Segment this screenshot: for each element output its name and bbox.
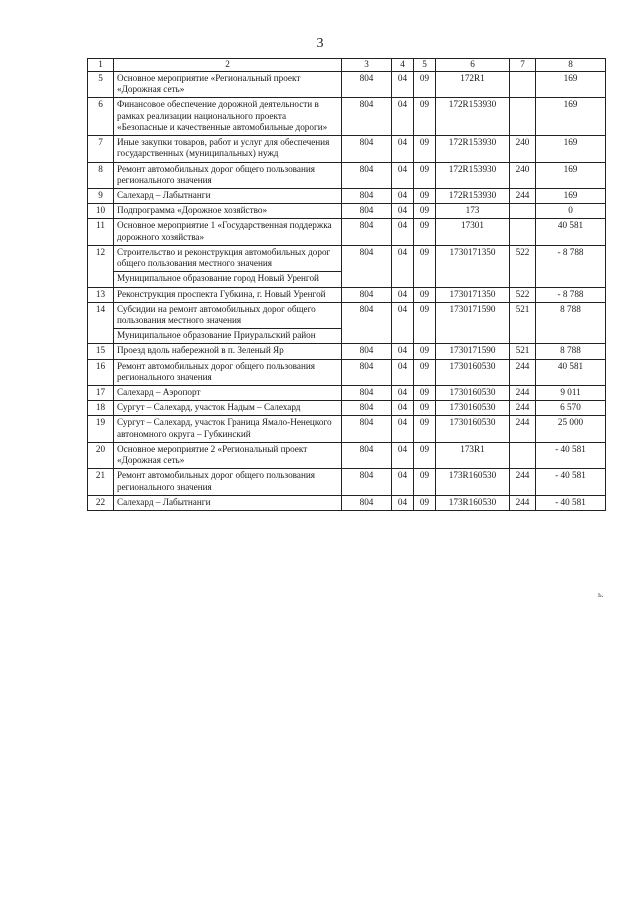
row-number: 12 [88, 245, 114, 287]
cell-expense-type: 521 [510, 344, 536, 359]
header-cell: 6 [436, 59, 510, 72]
row-number: 6 [88, 98, 114, 136]
cell-expense-type: 244 [510, 469, 536, 495]
cell-expense-type: 244 [510, 416, 536, 442]
cell-name: Субсидии на ремонт автомобильных дорог общего пользования местного значения [114, 302, 342, 328]
row-number: 17 [88, 386, 114, 401]
cell-ministry-code: 804 [342, 386, 392, 401]
header-cell: 3 [342, 59, 392, 72]
cell-amount: 169 [536, 162, 606, 188]
row-number: 13 [88, 287, 114, 302]
cell-section-code: 04 [392, 188, 414, 203]
stray-mark: ь. [598, 590, 604, 599]
cell-amount: 8 788 [536, 302, 606, 344]
cell-ministry-code: 804 [342, 287, 392, 302]
cell-name: Иные закупки товаров, работ и услуг для обеспечения государственных (муниципальных) нужд [114, 136, 342, 162]
cell-section-code: 04 [392, 386, 414, 401]
cell-ministry-code: 804 [342, 302, 392, 344]
cell-target-code: 1730160530 [436, 416, 510, 442]
cell-target-code: 1730160530 [436, 386, 510, 401]
cell-amount: 169 [536, 72, 606, 98]
cell-expense-type: 522 [510, 245, 536, 287]
cell-target-code: 172R153930 [436, 188, 510, 203]
header-cell: 1 [88, 59, 114, 72]
cell-expense-type: 240 [510, 162, 536, 188]
row-number: 21 [88, 469, 114, 495]
table-row [88, 287, 606, 302]
cell-name: Реконструкция проспекта Губкина, г. Новый Уренгой [114, 287, 342, 302]
row-number: 7 [88, 136, 114, 162]
cell-section-code: 04 [392, 495, 414, 510]
cell-name: Подпрограмма «Дорожное хозяйство» [114, 204, 342, 219]
cell-section-code: 04 [392, 287, 414, 302]
cell-expense-type [510, 72, 536, 98]
row-number: 10 [88, 204, 114, 219]
cell-section-code: 04 [392, 98, 414, 136]
cell-subsection-code: 09 [414, 469, 436, 495]
cell-subsection-code: 09 [414, 386, 436, 401]
cell-target-code: 172R1 [436, 72, 510, 98]
cell-expense-type: 244 [510, 495, 536, 510]
cell-ministry-code: 804 [342, 245, 392, 287]
table-row [88, 204, 606, 219]
cell-section-code: 04 [392, 416, 414, 442]
row-number: 14 [88, 302, 114, 344]
cell-subsection-code: 09 [414, 219, 436, 245]
cell-subsection-code: 09 [414, 401, 436, 416]
cell-subsection-code: 09 [414, 287, 436, 302]
row-number: 15 [88, 344, 114, 359]
cell-ministry-code: 804 [342, 136, 392, 162]
row-number: 9 [88, 188, 114, 203]
cell-target-code: 1730171350 [436, 245, 510, 287]
cell-section-code: 04 [392, 245, 414, 287]
cell-target-code: 173R160530 [436, 495, 510, 510]
header-cell: 8 [536, 59, 606, 72]
cell-expense-type: 244 [510, 188, 536, 203]
cell-subsection-code: 09 [414, 302, 436, 344]
page-number: 3 [316, 36, 324, 51]
cell-ministry-code: 804 [342, 72, 392, 98]
cell-target-code: 173 [436, 204, 510, 219]
cell-name: Ремонт автомобильных дорог общего пользования регионального значения [114, 469, 342, 495]
cell-name: Ремонт автомобильных дорог общего пользования регионального значения [114, 359, 342, 385]
cell-ministry-code: 804 [342, 219, 392, 245]
table-row [88, 302, 606, 328]
cell-amount: 6 570 [536, 401, 606, 416]
table-row [88, 386, 606, 401]
cell-subsection-code: 09 [414, 162, 436, 188]
cell-expense-type: 244 [510, 401, 536, 416]
cell-name: Основное мероприятие «Региональный проект «Дорожная сеть» [114, 72, 342, 98]
row-number: 19 [88, 416, 114, 442]
cell-name: Строительство и реконструкция автомобильных дорог общего пользования местного значения [114, 245, 342, 271]
table-row [88, 442, 606, 468]
cell-expense-type: 521 [510, 302, 536, 344]
cell-target-code: 1730160530 [436, 401, 510, 416]
cell-expense-type [510, 219, 536, 245]
cell-section-code: 04 [392, 401, 414, 416]
cell-amount: 169 [536, 136, 606, 162]
cell-expense-type [510, 98, 536, 136]
cell-subsection-code: 09 [414, 245, 436, 287]
cell-section-code: 04 [392, 469, 414, 495]
cell-subsection-code: 09 [414, 359, 436, 385]
cell-name: Салехард – Лабытнанги [114, 188, 342, 203]
cell-target-code: 1730171590 [436, 344, 510, 359]
cell-section-code: 04 [392, 204, 414, 219]
cell-section-code: 04 [392, 162, 414, 188]
cell-target-code: 172R153930 [436, 136, 510, 162]
cell-section-code: 04 [392, 344, 414, 359]
cell-name: Ремонт автомобильных дорог общего пользования регионального значения [114, 162, 342, 188]
cell-subsection-code: 09 [414, 204, 436, 219]
table-row [88, 359, 606, 385]
header-row [88, 59, 606, 72]
table-row [88, 344, 606, 359]
cell-target-code: 1730171350 [436, 287, 510, 302]
table-body [88, 72, 606, 511]
cell-ministry-code: 804 [342, 442, 392, 468]
cell-amount: - 40 581 [536, 442, 606, 468]
header-cell: 2 [114, 59, 342, 72]
cell-amount: 0 [536, 204, 606, 219]
cell-target-code: 173R1 [436, 442, 510, 468]
row-number: 11 [88, 219, 114, 245]
table-row [88, 401, 606, 416]
cell-subsection-code: 09 [414, 72, 436, 98]
cell-ministry-code: 804 [342, 359, 392, 385]
cell-target-code: 1730171590 [436, 302, 510, 344]
cell-expense-type [510, 204, 536, 219]
cell-amount: 169 [536, 188, 606, 203]
cell-amount: - 40 581 [536, 469, 606, 495]
cell-name: Проезд вдоль набережной в п. Зеленый Яр [114, 344, 342, 359]
cell-subsection-code: 09 [414, 136, 436, 162]
budget-table [87, 58, 606, 511]
cell-ministry-code: 804 [342, 188, 392, 203]
row-number: 18 [88, 401, 114, 416]
header-cell: 7 [510, 59, 536, 72]
row-number: 8 [88, 162, 114, 188]
cell-name: Основное мероприятие 2 «Региональный проект «Дорожная сеть» [114, 442, 342, 468]
cell-ministry-code: 804 [342, 344, 392, 359]
cell-ministry-code: 804 [342, 98, 392, 136]
row-number: 5 [88, 72, 114, 98]
cell-municipality: Муниципальное образование Приуральский район [114, 329, 342, 344]
cell-subsection-code: 09 [414, 188, 436, 203]
cell-subsection-code: 09 [414, 442, 436, 468]
header-cell: 5 [414, 59, 436, 72]
cell-expense-type: 522 [510, 287, 536, 302]
table-row [88, 162, 606, 188]
cell-amount: 8 788 [536, 344, 606, 359]
cell-section-code: 04 [392, 359, 414, 385]
cell-amount: 169 [536, 98, 606, 136]
cell-amount: - 8 788 [536, 245, 606, 287]
cell-section-code: 04 [392, 219, 414, 245]
cell-name: Сургут – Салехард, участок Граница Ямало-Ненецкого автономного округа – Губкинский [114, 416, 342, 442]
cell-section-code: 04 [392, 72, 414, 98]
cell-name: Салехард – Аэропорт [114, 386, 342, 401]
table-row [88, 188, 606, 203]
cell-expense-type [510, 442, 536, 468]
cell-subsection-code: 09 [414, 98, 436, 136]
cell-amount: - 40 581 [536, 495, 606, 510]
cell-name: Финансовое обеспечение дорожной деятельности в рамках реализации национального проекта «Безопасные и качественные автомобильные дороги» [114, 98, 342, 136]
cell-subsection-code: 09 [414, 416, 436, 442]
cell-expense-type: 240 [510, 136, 536, 162]
cell-subsection-code: 09 [414, 495, 436, 510]
cell-amount: 40 581 [536, 359, 606, 385]
row-number: 22 [88, 495, 114, 510]
cell-ministry-code: 804 [342, 401, 392, 416]
cell-municipality: Муниципальное образование город Новый Уренгой [114, 272, 342, 287]
cell-target-code: 172R153930 [436, 98, 510, 136]
table-row [88, 136, 606, 162]
cell-expense-type: 244 [510, 386, 536, 401]
cell-ministry-code: 804 [342, 162, 392, 188]
cell-section-code: 04 [392, 136, 414, 162]
cell-target-code: 17301 [436, 219, 510, 245]
table-row [88, 416, 606, 442]
header-cell: 4 [392, 59, 414, 72]
cell-target-code: 1730160530 [436, 359, 510, 385]
table-row [88, 245, 606, 271]
row-number: 16 [88, 359, 114, 385]
table-row [88, 495, 606, 510]
cell-amount: 25 000 [536, 416, 606, 442]
cell-name: Основное мероприятие 1 «Государственная поддержка дорожного хозяйства» [114, 219, 342, 245]
cell-target-code: 173R160530 [436, 469, 510, 495]
cell-name: Сургут – Салехард, участок Надым – Салехард [114, 401, 342, 416]
row-number: 20 [88, 442, 114, 468]
cell-target-code: 172R153930 [436, 162, 510, 188]
cell-ministry-code: 804 [342, 469, 392, 495]
cell-ministry-code: 804 [342, 495, 392, 510]
cell-section-code: 04 [392, 442, 414, 468]
cell-ministry-code: 804 [342, 204, 392, 219]
table-row [88, 219, 606, 245]
cell-ministry-code: 804 [342, 416, 392, 442]
cell-amount: - 8 788 [536, 287, 606, 302]
cell-expense-type: 244 [510, 359, 536, 385]
table-row [88, 98, 606, 136]
cell-amount: 40 581 [536, 219, 606, 245]
cell-name: Салехард – Лабытнанги [114, 495, 342, 510]
cell-section-code: 04 [392, 302, 414, 344]
cell-subsection-code: 09 [414, 344, 436, 359]
table-row [88, 469, 606, 495]
table-row [88, 72, 606, 98]
cell-amount: 9 011 [536, 386, 606, 401]
